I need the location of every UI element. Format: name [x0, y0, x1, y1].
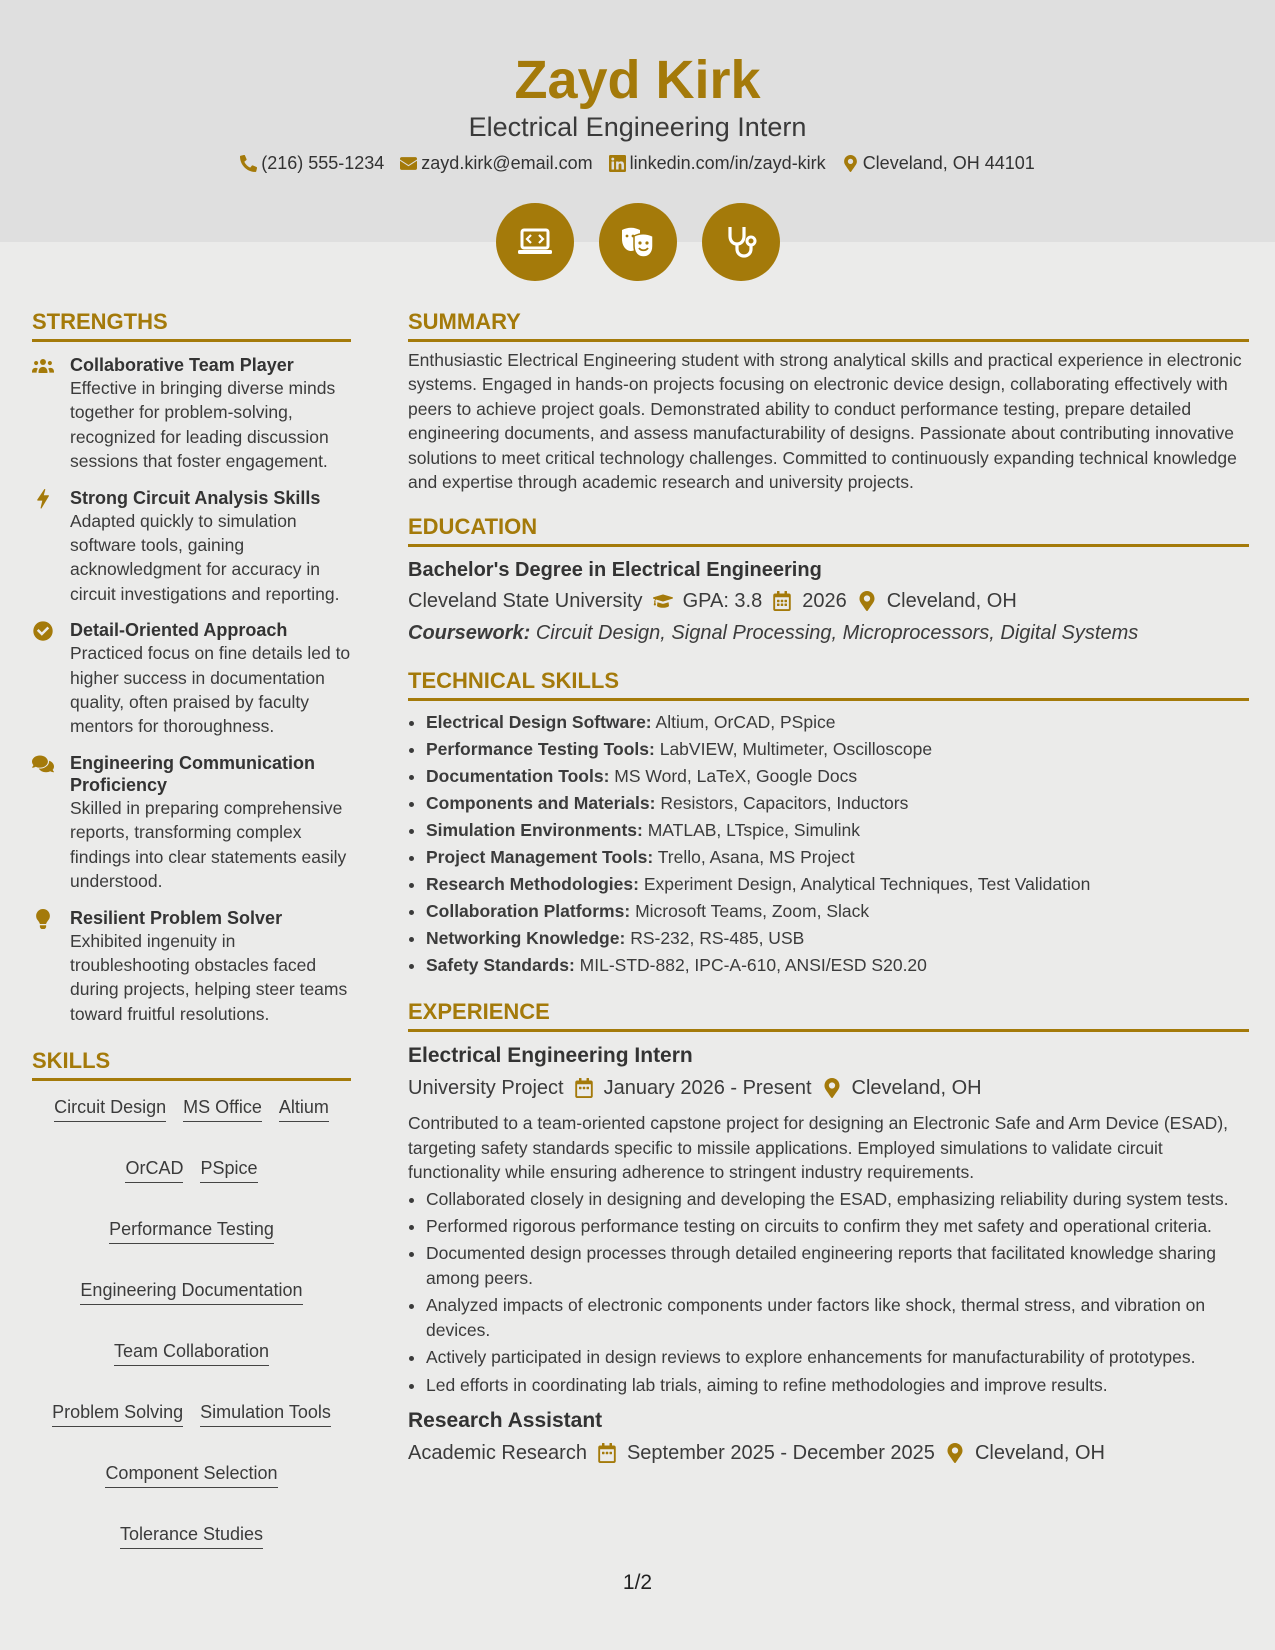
hobby-medicine: [702, 203, 780, 281]
job-meta: [408, 1438, 1249, 1468]
map-marker-icon: [822, 1078, 842, 1098]
experience-heading: EXPERIENCE: [408, 997, 1249, 1032]
list-item: • Components and Materials: Resistors, Capacitors, Inductors: [426, 790, 1249, 817]
comments-icon: [32, 754, 54, 774]
calendar-icon: [772, 591, 792, 611]
strength-desc: Adapted quickly to simulation software tools, gaining acknowledgment for accuracy in circuit investigations and reporting.: [70, 510, 340, 604]
list-item: • Performed rigorous performance testing on circuits to confirm they met safety and operational criteria.: [426, 1214, 1249, 1238]
job-bullets: [408, 1187, 1249, 1397]
graduation-year: 2026: [802, 590, 847, 613]
list-item: • Networking Knowledge: RS-232, RS-485, USB: [426, 925, 1249, 952]
map-marker-icon: [857, 591, 877, 611]
education-meta: [408, 586, 1249, 616]
job-description: Contributed to a team-oriented capstone project for designing an Electronic Safe and Arm Device (ESAD), targeting safety standards specific to missile applications. Employed simulations to validate circuit functionality while ensuring adherence to stringent industry requirements.: [408, 1113, 1229, 1183]
skill-tag: PSpice: [200, 1156, 257, 1183]
job-org: University Project: [408, 1077, 564, 1100]
job-entry: [408, 1042, 1249, 1396]
strength-item: [32, 619, 351, 739]
experience-section: [408, 997, 1249, 1467]
summary-text: Enthusiastic Electrical Engineering student with strong analytical skills and practical experience in electronic systems. Engaged in hands-on projects focusing on electronic device design, collaborating effectively with peers to achieve project goals. Demonstrated ability to conduct performance testing, prepare detailed engineering documents, and assess manufacturability of designs. Passionate about contributing innovative solutions to meet critical technology challenges. Committed to continuously expanding technical knowledge and expertise through academic research and university projects.: [408, 350, 1242, 493]
theater-masks-icon: [618, 222, 658, 262]
contact-linkedin[interactable]: [609, 151, 826, 175]
strength-desc: Effective in bringing diverse minds together for problem-solving, recognized for leading discussion sessions that foster engagement.: [70, 378, 336, 472]
check-circle-icon: [32, 621, 54, 641]
skill-tag: Team Collaboration: [114, 1339, 269, 1366]
phone-text: (216) 555-1234: [261, 153, 385, 173]
bolt-icon: [32, 489, 54, 509]
location-text: Cleveland, OH 44101: [862, 153, 1035, 173]
map-marker-icon: [945, 1443, 965, 1463]
list-item: • Project Management Tools: Trello, Asana, MS Project: [426, 844, 1249, 871]
page-number: 1/2: [622, 1571, 653, 1594]
users-icon: [32, 356, 54, 376]
right-column: [408, 307, 1249, 1468]
list-item: • Performance Testing Tools: LabVIEW, Multimeter, Oscilloscope: [426, 736, 1249, 763]
technical-skills-heading: TECHNICAL SKILLS: [408, 666, 1249, 701]
hobby-icons: [0, 203, 1275, 281]
job-title: Research Assistant: [408, 1408, 603, 1432]
job-dates: September 2025 - December 2025: [626, 1441, 935, 1464]
list-item: • Collaborated closely in designing and developing the ESAD, emphasizing reliability during system tests.: [426, 1187, 1249, 1211]
left-column: [32, 307, 351, 1549]
hobby-laptop-code: [496, 203, 574, 281]
stethoscope-icon: [721, 222, 761, 262]
list-item: • Led efforts in coordinating lab trials, aiming to refine methodologies and improve results.: [426, 1373, 1249, 1397]
list-item: • Documented design processes through detailed engineering reports that facilitated knowledge sharing among peers.: [426, 1241, 1249, 1290]
candidate-name: Zayd Kirk: [514, 50, 761, 110]
job-location: Cleveland, OH: [974, 1441, 1105, 1464]
job-dates: January 2026 - Present: [603, 1077, 812, 1100]
strength-title: Resilient Problem Solver: [70, 907, 283, 928]
list-item: • Documentation Tools: MS Word, LaTeX, Google Docs: [426, 763, 1249, 790]
strength-title: Detail-Oriented Approach: [70, 620, 288, 641]
job-entry: [408, 1407, 1249, 1468]
skills-tags: [32, 1095, 351, 1549]
coursework-list: Circuit Design, Signal Processing, Microprocessors, Digital Systems: [535, 622, 1139, 645]
map-marker-icon: [842, 155, 859, 172]
contact-bar: [0, 151, 1275, 175]
technical-skills-section: [408, 666, 1249, 979]
strengths-heading: STRENGTHS: [32, 307, 351, 342]
email-text: zayd.kirk@email.com: [421, 153, 593, 173]
contact-email[interactable]: [400, 151, 592, 175]
calendar-icon: [574, 1078, 594, 1098]
strength-desc: Exhibited ingenuity in troubleshooting obstacles faced during projects, helping steer teams toward fruitful resolutions.: [70, 930, 348, 1024]
summary-heading: SUMMARY: [408, 307, 1249, 342]
gpa: GPA: 3.8: [682, 590, 763, 613]
skill-tag: Problem Solving: [52, 1400, 183, 1427]
school-name: Cleveland State University: [408, 590, 643, 613]
linkedin-icon: [609, 155, 626, 172]
hobby-theater: [599, 203, 677, 281]
lightbulb-icon: [32, 909, 54, 929]
skills-heading: SKILLS: [32, 1046, 351, 1081]
list-item: • Collaboration Platforms: Microsoft Teams, Zoom, Slack: [426, 898, 1249, 925]
candidate-title: Electrical Engineering Intern: [468, 112, 807, 142]
strength-item: [32, 487, 351, 607]
job-meta: [408, 1073, 1249, 1103]
skill-tag: Simulation Tools: [200, 1400, 331, 1427]
list-item: • Research Methodologies: Experiment Design, Analytical Techniques, Test Validation: [426, 871, 1249, 898]
list-item: • Analyzed impacts of electronic components under factors like shock, thermal stress, and vibration on devices.: [426, 1293, 1249, 1342]
skill-tag: Component Selection: [105, 1461, 277, 1488]
list-item: • Electrical Design Software: Altium, OrCAD, PSpice: [426, 709, 1249, 736]
strength-title: Engineering Communication Proficiency: [70, 752, 316, 795]
strengths-list: [32, 354, 351, 1026]
list-item: • Simulation Environments: MATLAB, LTspice, Simulink: [426, 817, 1249, 844]
strength-title: Collaborative Team Player: [70, 355, 294, 375]
education-location: Cleveland, OH: [886, 590, 1017, 613]
strength-title: Strong Circuit Analysis Skills: [70, 487, 321, 508]
envelope-icon: [400, 155, 417, 172]
skill-tag: Engineering Documentation: [80, 1278, 302, 1305]
linkedin-text: linkedin.com/in/zayd-kirk: [629, 153, 826, 173]
laptop-code-icon: [515, 222, 555, 262]
contact-phone[interactable]: [240, 151, 384, 175]
graduation-cap-icon: [653, 591, 673, 611]
strength-item: [32, 752, 351, 894]
education-section: [408, 512, 1249, 648]
strength-desc: Practiced focus on fine details led to higher success in documentation quality, often praised by faculty mentors for thoroughness.: [70, 643, 351, 737]
list-item: • Safety Standards: MIL-STD-882, IPC-A-610, ANSI/ESD S20.20: [426, 952, 1249, 979]
calendar-icon: [597, 1443, 617, 1463]
coursework-label: Coursework:: [408, 622, 531, 645]
skill-tag: MS Office: [183, 1095, 262, 1122]
job-org: Academic Research: [408, 1441, 587, 1464]
skill-tag: OrCAD: [125, 1156, 183, 1183]
technical-skills-list: [408, 709, 1249, 979]
skill-tag: Tolerance Studies: [120, 1522, 263, 1549]
coursework: [408, 618, 1249, 648]
education-heading: EDUCATION: [408, 512, 1249, 547]
job-location: Cleveland, OH: [851, 1077, 982, 1100]
phone-icon: [240, 155, 257, 172]
job-title: Electrical Engineering Intern: [408, 1044, 693, 1068]
degree-title: Bachelor's Degree in Electrical Engineering: [408, 559, 822, 582]
strength-item: [32, 354, 351, 474]
list-item: • Actively participated in design reviews to explore enhancements for manufacturability of prototypes.: [426, 1345, 1249, 1369]
skill-tag: Altium: [279, 1095, 329, 1122]
strength-item: [32, 907, 351, 1027]
skill-tag: Circuit Design: [54, 1095, 166, 1122]
strength-desc: Skilled in preparing comprehensive reports, transforming complex findings into clear statements easily understood.: [70, 797, 347, 892]
skill-tag: Performance Testing: [109, 1217, 274, 1244]
contact-location: [842, 151, 1035, 175]
